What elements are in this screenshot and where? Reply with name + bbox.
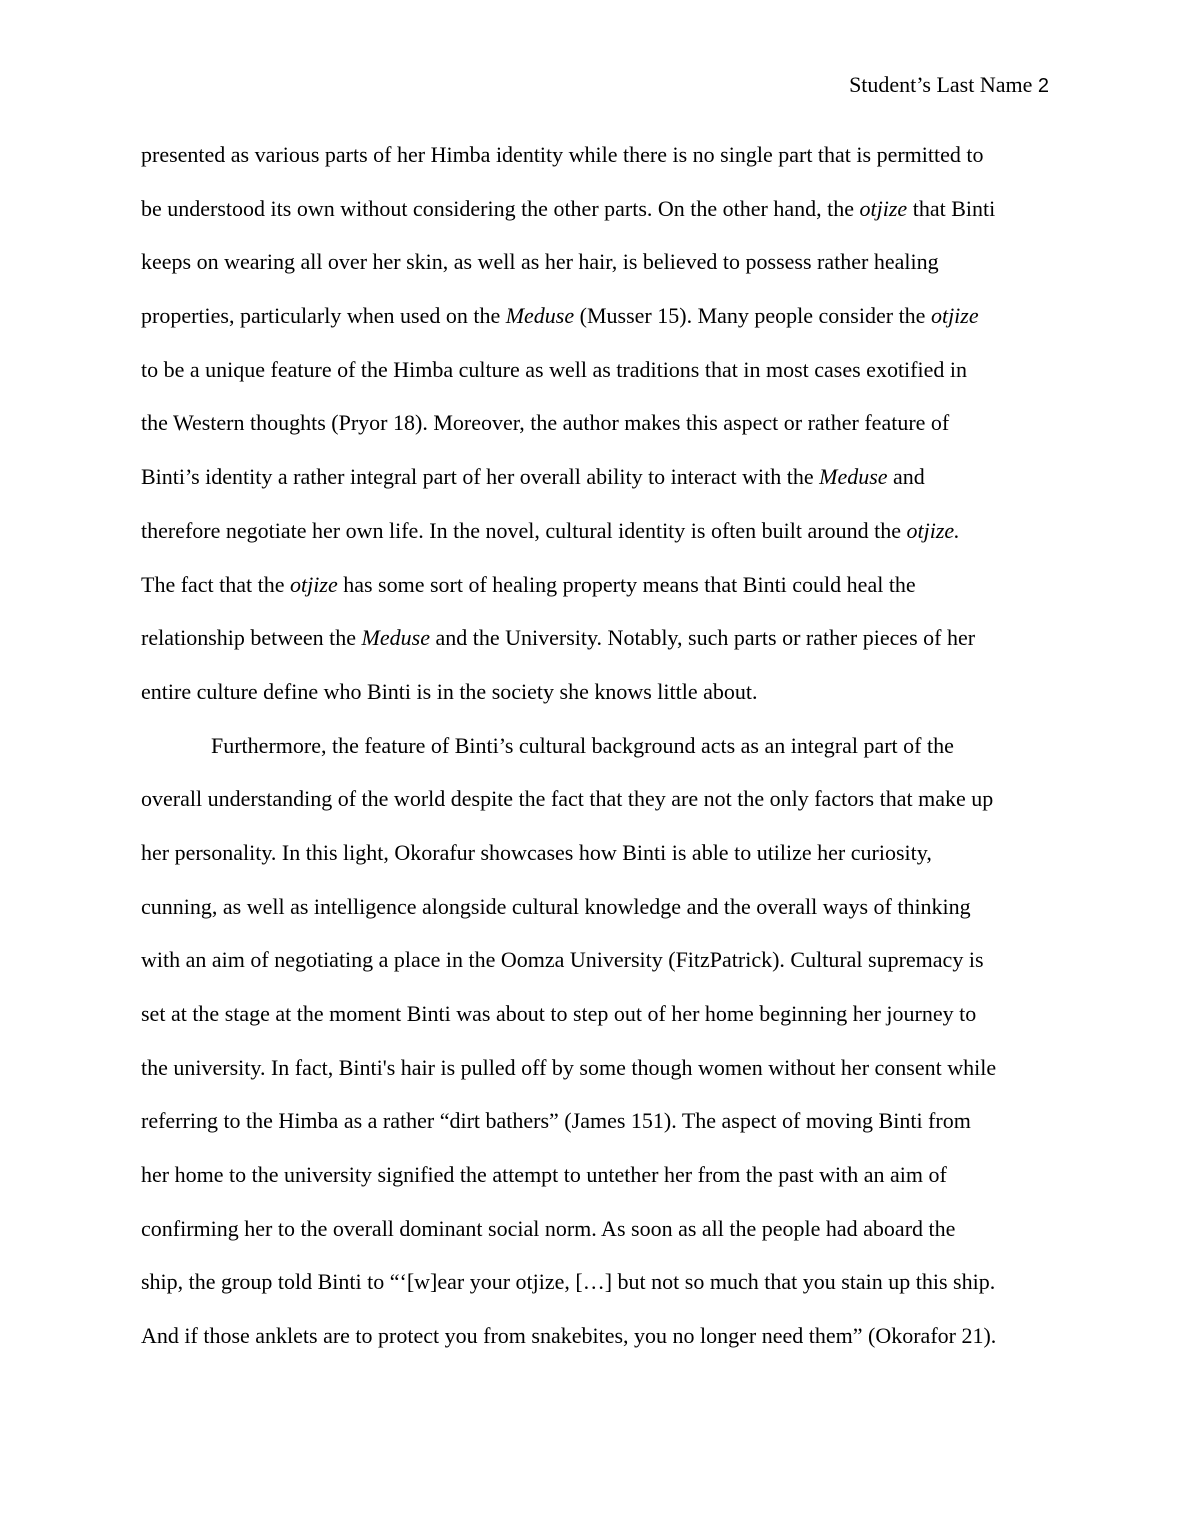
text-run: the Western thoughts (Pryor 18). Moreover, the author makes this aspect or rather feature of: [141, 410, 950, 436]
paragraph: [141, 719, 1061, 1363]
text-line: [141, 235, 1061, 289]
text-run: has some sort of healing property means that Binti could heal the: [337, 571, 916, 597]
text-line: [141, 719, 1061, 773]
text-run: be understood its own without considering the other parts. On the other hand, the: [141, 195, 860, 221]
text-run: therefore negotiate her own life. In the novel, cultural identity is often built around the: [141, 517, 907, 543]
text-run: The fact that the: [141, 571, 291, 597]
text-run: Furthermore, the feature of Binti’s cultural background acts as an integral part of the: [211, 732, 954, 758]
text-line: [141, 182, 1061, 236]
text-run: her home to the university signified the attempt to untether her from the past with an aim of: [141, 1162, 947, 1188]
text-run: and the University. Notably, such parts or rather pieces of her: [429, 625, 976, 651]
text-run: the university. In fact, Binti's hair is pulled off by some though women without her consent while: [141, 1054, 997, 1080]
text-run: keeps on wearing all over her skin, as well as her hair, is believed to possess rather healing: [141, 249, 939, 275]
running-head: [849, 70, 1049, 101]
text-line: [141, 396, 1061, 450]
text-run: relationship between the: [141, 625, 362, 651]
text-run: entire culture define who Binti is in the society she knows little about.: [141, 678, 758, 704]
text-line: [141, 450, 1061, 504]
text-line: [141, 665, 1061, 719]
body-text: [141, 128, 1061, 1363]
page-number: 2: [1037, 75, 1049, 97]
italic-term: Meduse: [505, 303, 575, 329]
italic-term: otjize: [859, 195, 908, 221]
text-line: [141, 558, 1061, 612]
italic-term: otjize.: [906, 517, 960, 543]
text-line: [141, 504, 1061, 558]
text-run: referring to the Himba as a rather “dirt bathers” (James 151). The aspect of moving Binti from: [141, 1108, 971, 1134]
text-line: [141, 128, 1061, 182]
text-run: Binti’s identity a rather integral part of her overall ability to interact with the: [141, 464, 820, 490]
paragraph: [141, 128, 1061, 719]
text-run: confirming her to the overall dominant social norm. As soon as all the people had aboard the: [141, 1215, 956, 1241]
text-run: to be a unique feature of the Himba culture as well as traditions that in most cases exotified in: [141, 356, 967, 382]
text-line: [141, 1255, 1061, 1309]
text-line: [141, 772, 1061, 826]
text-line: [141, 880, 1061, 934]
text-line: [141, 611, 1061, 665]
text-run: set at the stage at the moment Binti was about to step out of her home beginning her journey to: [141, 1001, 977, 1026]
text-line: [141, 1202, 1061, 1256]
italic-term: otjize: [290, 571, 338, 597]
text-run: (Musser 15). Many people consider the: [574, 303, 931, 329]
text-line: [141, 1041, 1061, 1095]
text-line: [141, 1309, 1061, 1363]
text-run: her personality. In this light, Okorafur showcases how Binti is able to utilize her curiosity,: [141, 839, 932, 865]
text-run: cunning, as well as intelligence alongside cultural knowledge and the overall ways of thinking: [141, 893, 971, 919]
text-line: [141, 1094, 1061, 1148]
text-line: [141, 1148, 1061, 1202]
text-run: presented as various parts of her Himba identity while there is no single part that is permitted to: [141, 142, 984, 167]
text-line: [141, 289, 1061, 343]
text-line: [141, 826, 1061, 880]
italic-term: otjize: [930, 303, 979, 329]
text-run: that Binti: [907, 195, 996, 221]
italic-term: Meduse: [819, 464, 888, 490]
text-line: [141, 987, 1061, 1041]
text-line: [141, 933, 1061, 987]
text-run: ship, the group told Binti to “‘[w]ear your otjize, […] but not so much that you stain up this ship.: [141, 1269, 996, 1295]
text-run: properties, particularly when used on the: [141, 303, 506, 329]
running-head-title: Student’s Last Name: [849, 72, 1033, 97]
text-run: overall understanding of the world despite the fact that they are not the only factors that make up: [141, 786, 994, 812]
italic-term: Meduse: [361, 625, 430, 651]
text-run: with an aim of negotiating a place in the Oomza University (FitzPatrick). Cultural supremacy is: [141, 947, 984, 973]
text-line: [141, 343, 1061, 397]
text-run: and: [887, 464, 925, 490]
text-run: And if those anklets are to protect you from snakebites, you no longer need them” (Okorafor 21).: [141, 1323, 997, 1349]
